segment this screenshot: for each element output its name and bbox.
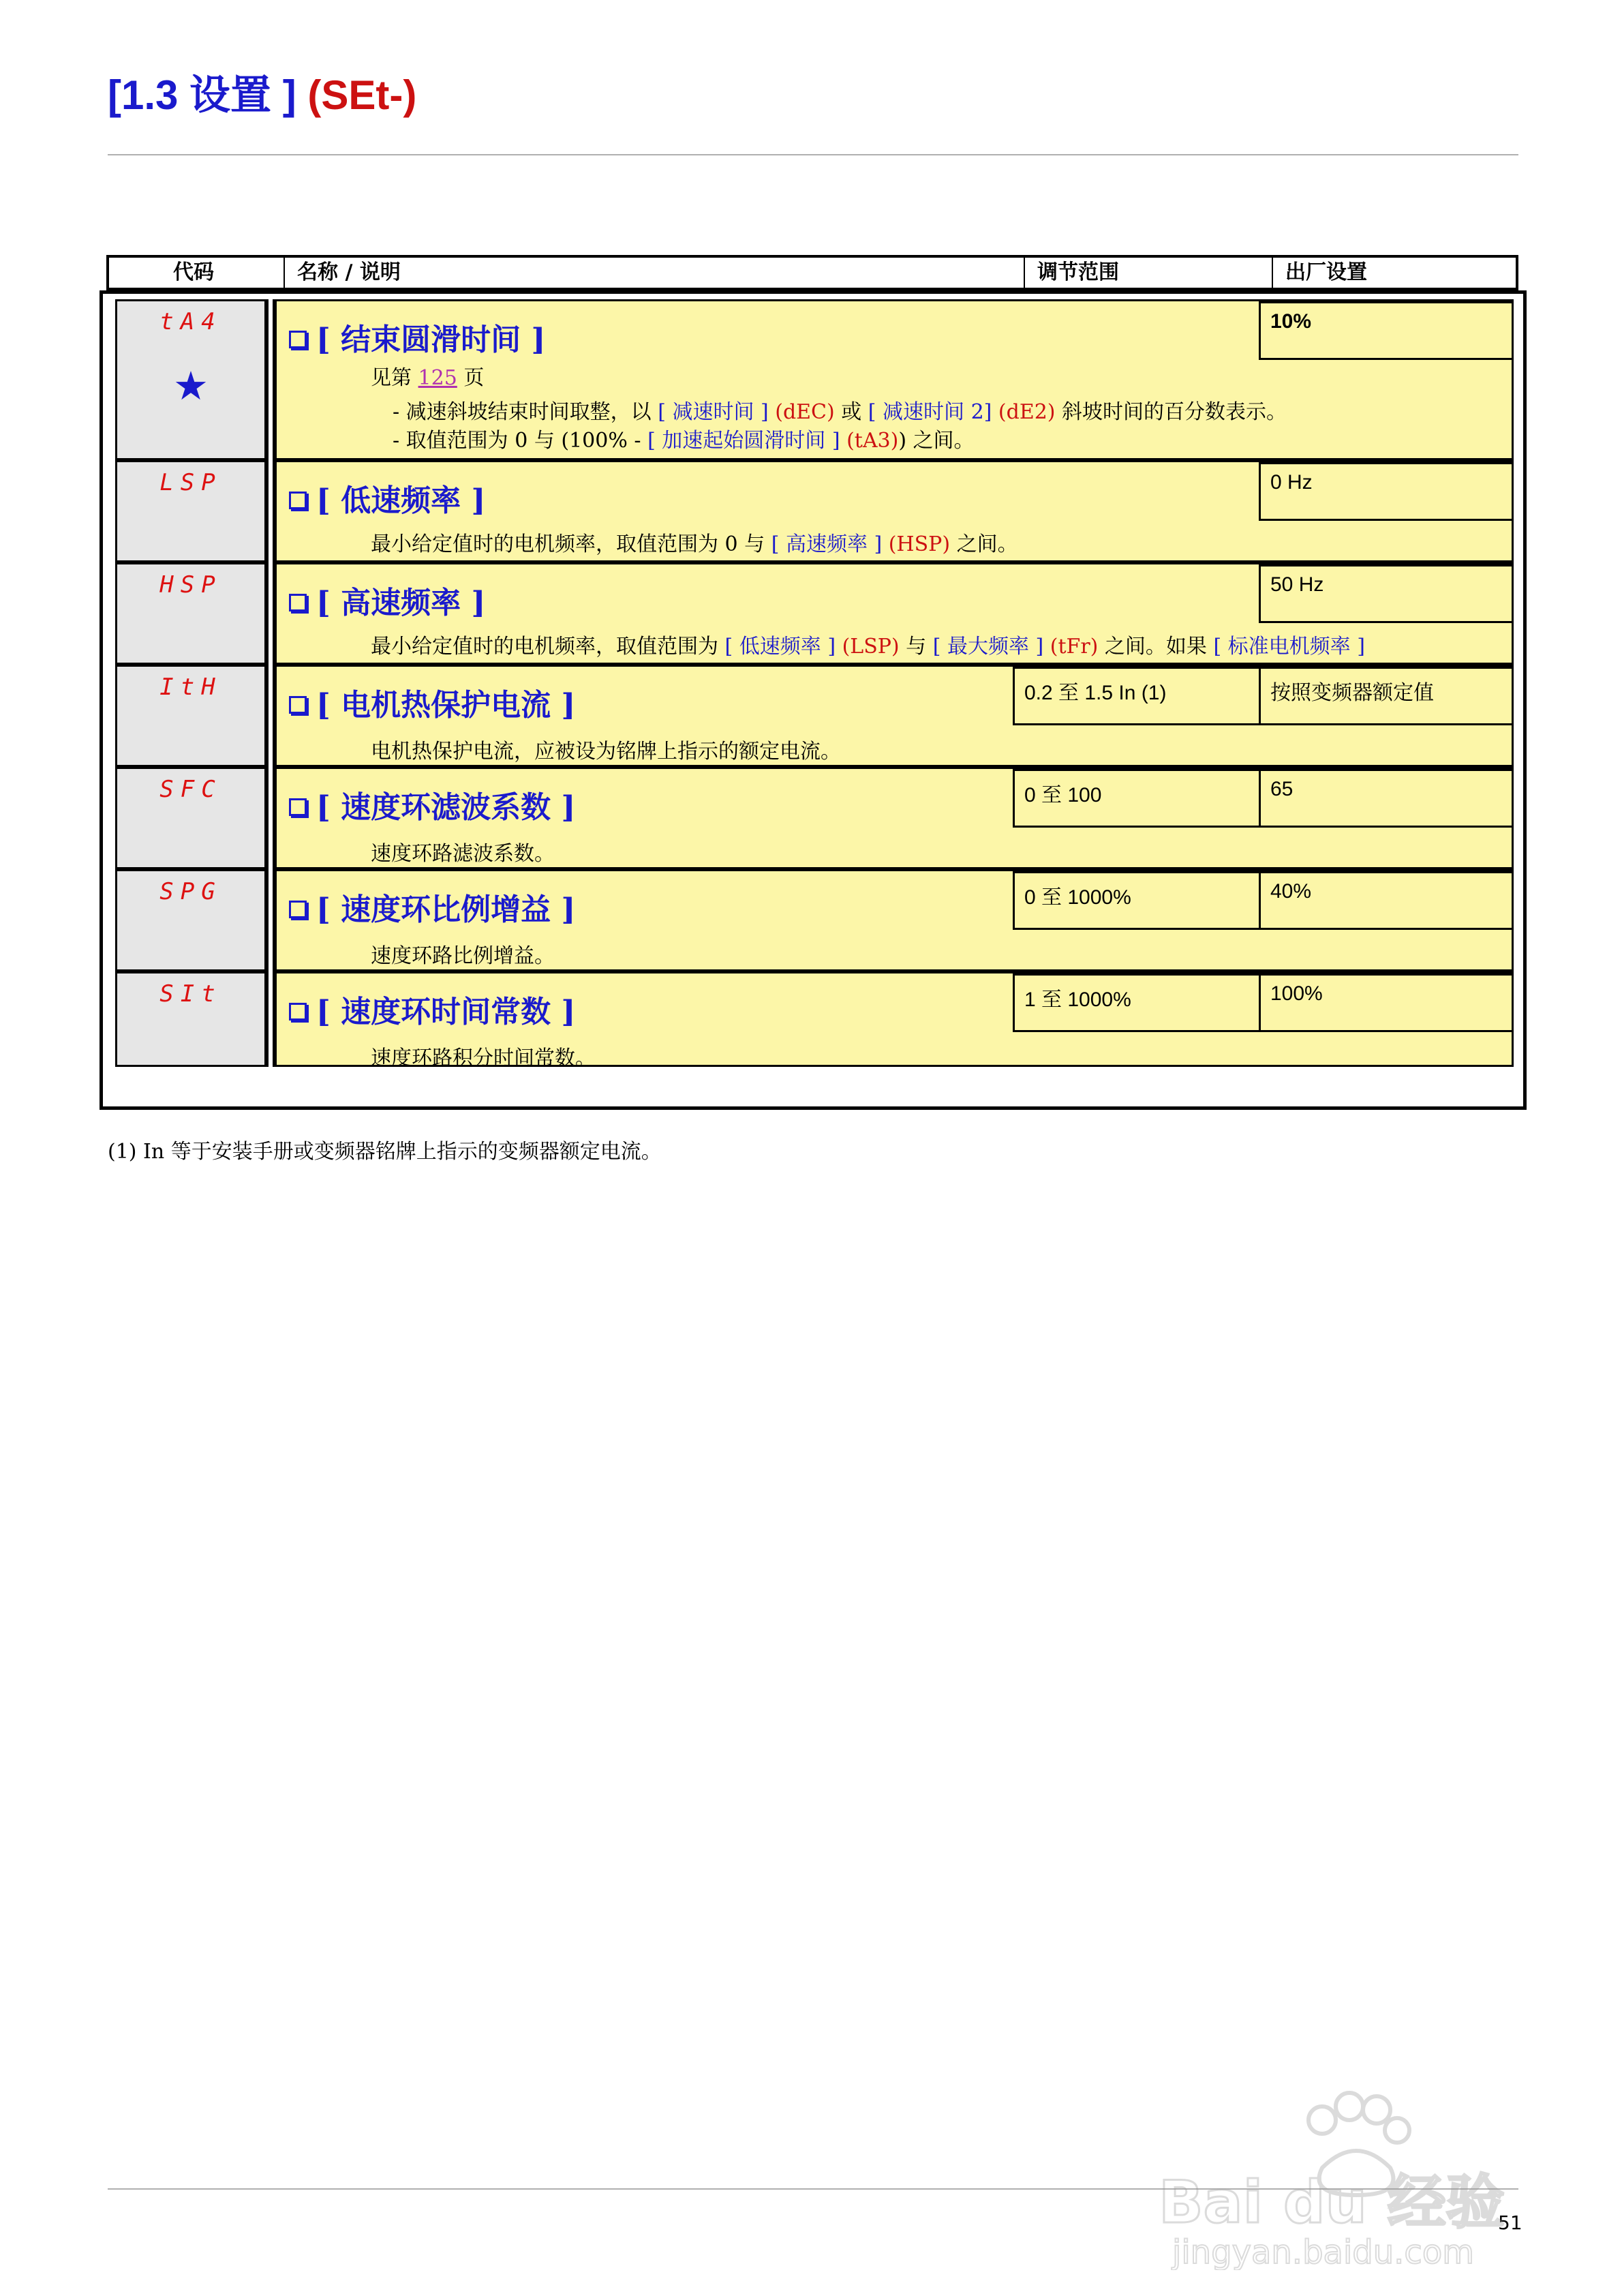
parameter-description-cell (275, 869, 1514, 971)
adjust-range-value: 0 至 100 (1013, 769, 1261, 828)
description-segment: 最小给定值时的电机频率，取值范围为 0 与 (371, 532, 771, 556)
double-divider (266, 299, 275, 460)
parameter-code: ItH (159, 674, 222, 701)
parameter-title-text: [ 速度环滤波系数 ] (316, 790, 576, 825)
description-segment: (dEC) (768, 400, 835, 424)
description-segment: [ 高速频率 ] (771, 532, 883, 556)
parameter-title-text: [ 高速频率 ] (316, 586, 486, 620)
parameter-code-cell (115, 971, 266, 1067)
parameter-description-cell (275, 299, 1514, 460)
table-row (115, 460, 1514, 562)
description-segment: [ 减速时间 2] (868, 400, 992, 424)
factory-setting-value: 40% (1259, 871, 1514, 930)
parameter-table (100, 290, 1527, 1110)
watermark-brand: Bai du 经验 (1159, 2169, 1505, 2237)
description-segment: (dE2) (992, 400, 1056, 424)
description-line (371, 1044, 596, 1073)
description-segment: [ 最大频率 ] (932, 635, 1044, 659)
header-divider (1024, 258, 1025, 288)
table-row (115, 767, 1514, 869)
parameter-code-cell (115, 460, 266, 562)
factory-setting-value: 10% (1259, 301, 1514, 360)
description-segment: 电机热保护电流，应被设为铭牌上指示的额定电流。 (371, 740, 841, 764)
description-line (371, 738, 841, 766)
description-segment: [ 加速起始圆滑时间 ] (647, 429, 840, 453)
parameter-title-text: [ 低速频率 ] (316, 483, 486, 518)
description-line (371, 942, 555, 971)
parameter-code: SFC (159, 776, 222, 803)
parameter-title-text: [ 电机热保护电流 ] (316, 688, 576, 723)
parameter-code-cell (115, 665, 266, 767)
description-segment: 斜坡时间的百分数表示。 (1055, 400, 1287, 424)
checkbox-icon (289, 1003, 307, 1021)
double-divider (266, 971, 275, 1067)
double-divider (266, 767, 275, 869)
factory-setting-value: 65 (1259, 769, 1514, 828)
checkbox-icon (289, 331, 307, 348)
description-segment: [ 减速时间 ] (658, 400, 769, 424)
star-icon: ★ (173, 363, 209, 409)
description-line (393, 427, 975, 455)
description-segment: (tFr) (1043, 635, 1099, 659)
page-heading (108, 63, 416, 121)
description-segment: (HSP) (882, 532, 951, 556)
top-divider (108, 154, 1518, 155)
parameter-code: SPG (159, 878, 222, 905)
parameter-code: tA4 (159, 308, 222, 335)
parameter-code: LSP (159, 469, 222, 496)
adjust-range-value: 1 至 1000% (1013, 973, 1261, 1032)
table-row (115, 971, 1514, 1070)
checkbox-icon (289, 492, 307, 509)
description-segment: (tA3) (840, 429, 899, 453)
parameter-title-text: [ 速度环比例增益 ] (316, 892, 576, 927)
header-range: 调节范围 (1037, 260, 1119, 284)
table-row (115, 299, 1514, 460)
description-line (371, 633, 1365, 661)
footnote: (1) In 等于安装手册或变频器铭牌上指示的变频器额定电流。 (108, 1140, 662, 1164)
baidu-watermark (1152, 2072, 1533, 2270)
description-segment: - 取值范围为 0 与 (100% - (393, 429, 648, 453)
header-code: 代码 (173, 260, 214, 284)
header-name: 名称 / 说明 (297, 260, 401, 284)
description-segment: - 减速斜坡结束时间取整，以 (393, 400, 658, 424)
factory-setting-value: 按照变频器额定值 (1259, 667, 1514, 725)
parameter-description-cell (275, 562, 1514, 665)
double-divider (266, 665, 275, 767)
description-segment: 或 (834, 400, 868, 424)
description-segment: 与 (899, 635, 933, 659)
description-segment: 之间。如果 (1098, 635, 1214, 659)
parameter-title (289, 680, 575, 724)
parameter-title (289, 578, 485, 622)
description-segment: (LSP) (836, 635, 900, 659)
table-row (115, 665, 1514, 767)
factory-setting-value: 0 Hz (1259, 462, 1514, 521)
description-segment: ) 之间。 (898, 429, 975, 453)
double-divider (266, 562, 275, 665)
heading-code: (SEt-) (307, 72, 417, 118)
page-link[interactable]: 125 (418, 366, 457, 390)
description-segment: [ 低速频率 ] (724, 635, 836, 659)
heading-title: [1.3 设置 ] (108, 72, 296, 118)
description-segment: [ 标准电机频率 ] (1213, 635, 1365, 659)
description-segment: 速度环路比例增益。 (371, 944, 555, 968)
see-page-suffix: 页 (457, 366, 485, 390)
checkbox-icon (289, 594, 307, 611)
see-page-prefix: 见第 (371, 366, 418, 390)
checkbox-icon (289, 798, 307, 816)
checkbox-icon (289, 696, 307, 714)
factory-setting-value: 50 Hz (1259, 564, 1514, 623)
header-divider (1272, 258, 1273, 288)
parameter-code: SIt (159, 980, 222, 1008)
parameter-title (289, 783, 575, 826)
table-header (106, 255, 1518, 290)
see-page-reference (371, 364, 484, 393)
parameter-code-cell (115, 869, 266, 971)
table-row (115, 562, 1514, 665)
adjust-range-value: 0 至 1000% (1013, 871, 1261, 930)
description-segment: 速度环路滤波系数。 (371, 842, 555, 866)
parameter-title (289, 476, 485, 519)
header-divider (284, 258, 285, 288)
page-number: 51 (1498, 2211, 1522, 2234)
parameter-title-text: [ 速度环时间常数 ] (316, 995, 576, 1029)
parameter-code-cell (115, 767, 266, 869)
table-row (115, 869, 1514, 971)
description-line (371, 530, 1018, 559)
description-segment: 最小给定值时的电机频率，取值范围为 (371, 635, 725, 659)
factory-setting-value: 100% (1259, 973, 1514, 1032)
parameter-code-cell (115, 562, 266, 665)
parameter-description-cell (275, 971, 1514, 1070)
parameter-description-cell (275, 665, 1514, 767)
watermark-url: jingyan.baidu.com (1172, 2233, 1474, 2270)
parameter-title (289, 987, 575, 1031)
description-line (371, 840, 555, 868)
parameter-description-cell (275, 460, 1514, 562)
checkbox-icon (289, 901, 307, 918)
double-divider (266, 869, 275, 971)
description-line (393, 398, 1287, 427)
description-segment: 之间。 (950, 532, 1018, 556)
parameter-code-cell (115, 299, 266, 460)
parameter-title (289, 315, 545, 359)
adjust-range-value: 0.2 至 1.5 In (1) (1013, 667, 1261, 725)
description-segment: 速度环路积分时间常数。 (371, 1046, 596, 1070)
parameter-title (289, 885, 575, 928)
parameter-description-cell (275, 767, 1514, 869)
double-divider (266, 460, 275, 562)
parameter-title-text: [ 结束圆滑时间 ] (316, 322, 546, 357)
parameter-code: HSP (159, 571, 222, 599)
header-factory: 出厂设置 (1285, 260, 1367, 284)
